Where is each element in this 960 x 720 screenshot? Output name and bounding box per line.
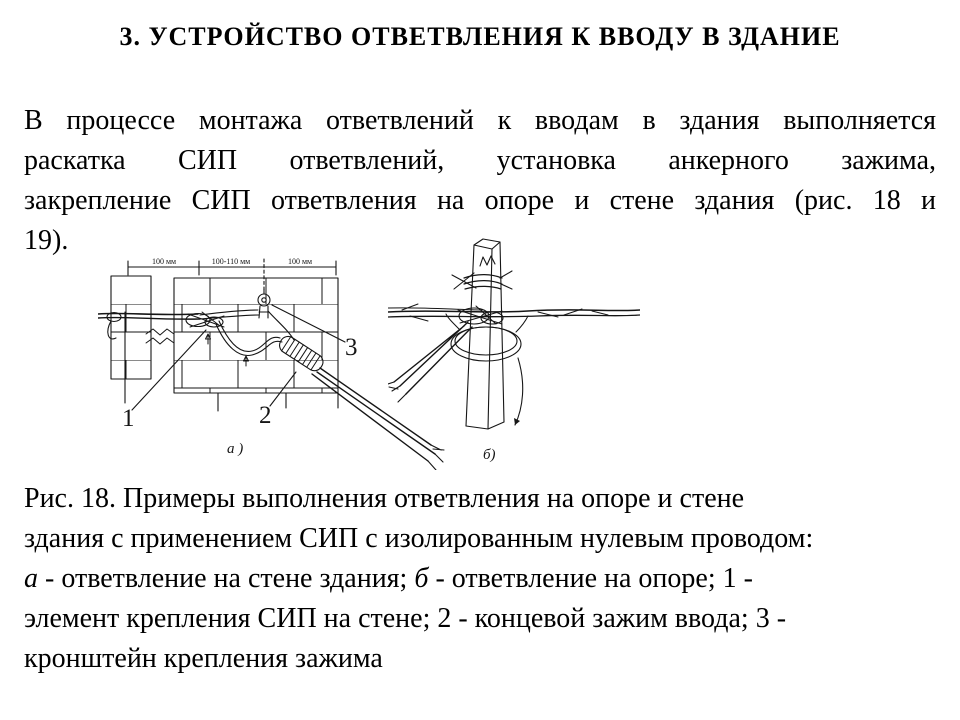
dimension-label-3: 100 мм xyxy=(287,257,313,266)
caption-marker-b: б xyxy=(414,563,429,594)
caption-marker-a: а xyxy=(24,563,38,594)
pole-top-binding xyxy=(452,256,512,289)
caption-line-4: элемент крепления СИП на стене; 2 - концевой зажим ввода; 3 - xyxy=(24,603,787,634)
paragraph-line-3: закрепление СИП ответвления на опоре и стене здания (рис. 18 и xyxy=(24,185,936,216)
callout-3: 3 xyxy=(345,334,358,361)
callout-2: 2 xyxy=(259,402,272,429)
paragraph-line-1: В процессе монтажа ответвлений к вводам в здания выполняется xyxy=(24,105,936,136)
brick-wall xyxy=(111,276,338,411)
figure-pole-drawing xyxy=(388,226,640,472)
pole xyxy=(466,239,504,429)
figure-caption xyxy=(24,479,954,679)
caption-line-3-text-a: - ответвление на стене здания; xyxy=(38,563,415,594)
caption-line-2: здания с применением СИП с изолированным нулевым проводом: xyxy=(24,523,814,554)
subfigure-label-a: а ) xyxy=(227,441,244,457)
pole-line-wires xyxy=(388,304,640,324)
paragraph-line-2: раскатка СИП ответвлений, установка анкерного зажима, xyxy=(24,145,936,176)
page-title: 3. УСТРОЙСТВО ОТВЕТВЛЕНИЯ К ВВОДУ В ЗДАНИЕ xyxy=(119,22,841,51)
caption-line-3 xyxy=(24,559,954,599)
subfigure-label-b: б) xyxy=(483,447,496,463)
caption-line-1: Рис. 18. Примеры выполнения ответвления на опоре и стене xyxy=(24,483,745,514)
callout-1: 1 xyxy=(122,405,135,432)
dimension-label-1: 100 мм xyxy=(151,257,177,266)
caption-line-3-text-b: - ответвление на опоре; 1 - xyxy=(428,563,753,594)
paragraph-line-4: 19). xyxy=(24,225,69,256)
dimension-label-2: 100-110 мм xyxy=(211,257,251,266)
caption-line-5: кронштейн крепления зажима xyxy=(24,643,383,674)
